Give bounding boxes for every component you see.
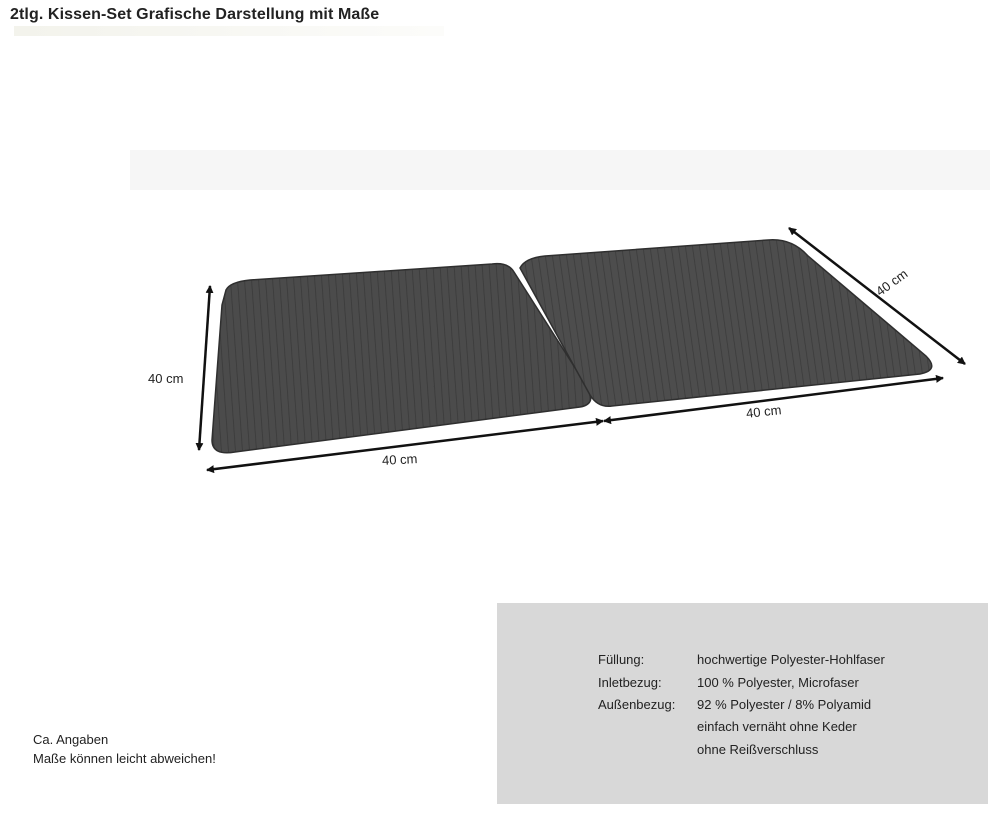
spec-value-inlet: 100 % Polyester, Microfaser <box>697 675 859 690</box>
spec-value-cover: 92 % Polyester / 8% Polyamid <box>697 697 872 712</box>
spec-value-zipper: ohne Reißverschluss <box>697 742 819 757</box>
spec-label-inlet: Inletbezug: <box>598 675 662 690</box>
note-line: Ca. Angaben <box>33 732 109 747</box>
right-depth-label: 40 cm <box>872 266 911 299</box>
left-width-label: 40 cm <box>381 451 418 468</box>
spec-label-cover: Außenbezug: <box>598 697 676 712</box>
spec-box <box>497 603 988 804</box>
right-cushion <box>520 240 932 406</box>
right-width-label: 40 cm <box>745 402 783 421</box>
background-shadow-band <box>130 150 990 190</box>
page-title: 2tlg. Kissen-Set Grafische Darstellung mit Maße <box>10 6 380 23</box>
notes <box>33 730 216 768</box>
spec-label-fill: Füllung: <box>598 652 645 667</box>
spec-value-seam: einfach vernäht ohne Keder <box>697 719 857 734</box>
left-height-arrow <box>199 286 210 450</box>
note-line: Maße können leicht abweichen! <box>33 751 216 766</box>
spec-value-fill: hochwertige Polyester-Hohlfaser <box>697 652 885 667</box>
left-height-label: 40 cm <box>148 371 184 386</box>
